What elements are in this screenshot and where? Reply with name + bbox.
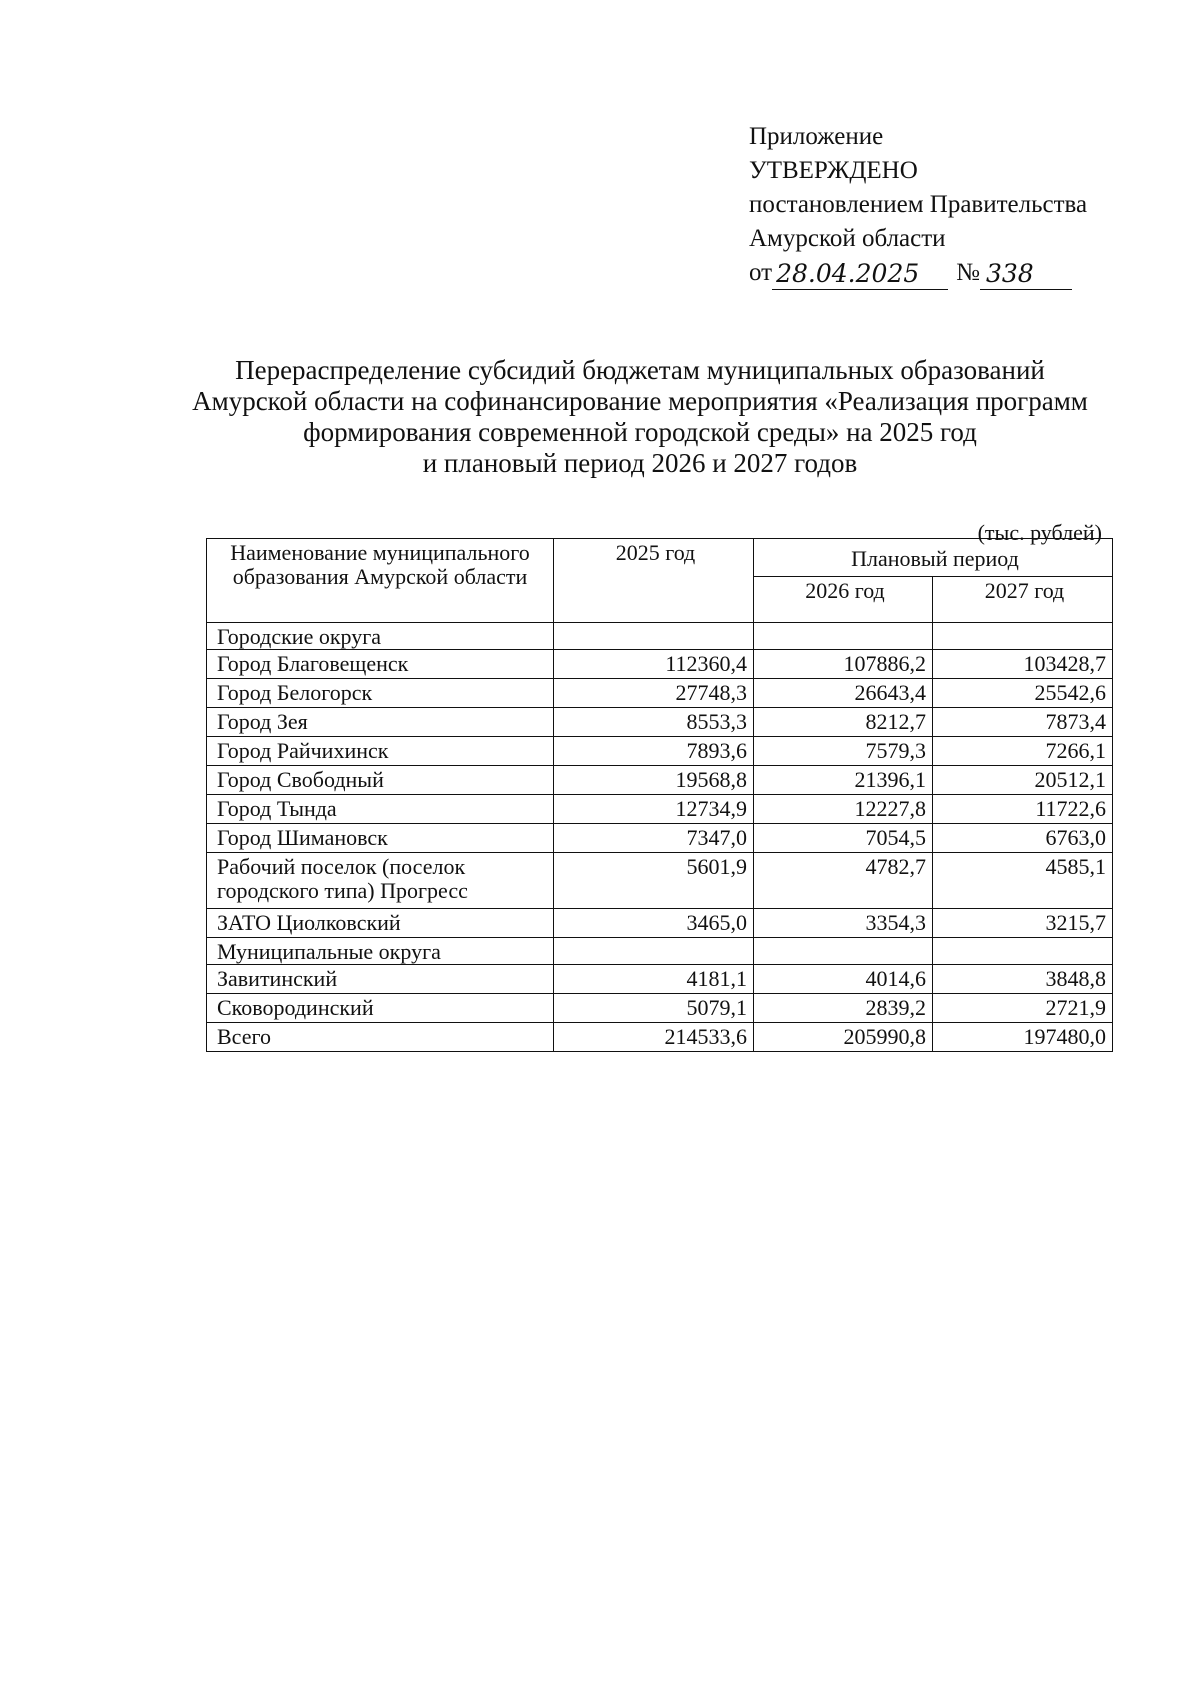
header-row-1: [207, 539, 1113, 577]
total-row: [207, 1023, 1113, 1052]
group-label: Муниципальные округа: [207, 938, 554, 965]
empty-cell: [933, 623, 1113, 650]
handwritten-date: 28.04.2025: [772, 259, 948, 290]
value-2027: 3215,7: [933, 909, 1113, 938]
value-2025: 12734,9: [554, 795, 754, 824]
value-2027: 2721,9: [933, 994, 1113, 1023]
value-2027: 25542,6: [933, 679, 1113, 708]
table-row: [207, 909, 1113, 938]
value-2025: 7347,0: [554, 824, 754, 853]
value-2026: 7054,5: [754, 824, 933, 853]
value-2025: 5601,9: [554, 853, 754, 909]
table-row: [207, 650, 1113, 679]
value-2025: 214533,6: [554, 1023, 754, 1052]
municipality-name: Завитинский: [207, 965, 554, 994]
appendix-label: Приложение: [749, 123, 884, 150]
empty-cell: [754, 623, 933, 650]
value-2026: 4782,7: [754, 853, 933, 909]
municipality-name: Город Шимановск: [207, 824, 554, 853]
value-2026: 12227,8: [754, 795, 933, 824]
value-2027: 103428,7: [933, 650, 1113, 679]
value-2025: 4181,1: [554, 965, 754, 994]
value-2026: 3354,3: [754, 909, 933, 938]
header-planned-period: Плановый период: [754, 539, 1113, 577]
approved-label: УТВЕРЖДЕНО: [749, 157, 918, 184]
value-2025: 19568,8: [554, 766, 754, 795]
group-row-urban: [207, 623, 1113, 650]
group-row-municipal: [207, 938, 1113, 965]
municipality-name: ЗАТО Циолковский: [207, 909, 554, 938]
municipality-name: Рабочий поселок (поселок городского типа) Прогресс: [207, 853, 554, 909]
title-line-1: Перераспределение субсидий бюджетам муниципальных образований: [235, 355, 1045, 385]
table-row: [207, 824, 1113, 853]
value-2026: 205990,8: [754, 1023, 933, 1052]
region-label: Амурской области: [749, 225, 946, 252]
value-2025: 3465,0: [554, 909, 754, 938]
value-2025: 112360,4: [554, 650, 754, 679]
header-2026: 2026 год: [754, 577, 933, 623]
title-line-2: Амурской области на софинансирование мероприятия «Реализация программ: [192, 386, 1088, 416]
table-row: [207, 766, 1113, 795]
table-row: [207, 853, 1113, 909]
value-2027: 197480,0: [933, 1023, 1113, 1052]
resolution-label: постановлением Правительства: [749, 191, 1088, 218]
table-row: [207, 737, 1113, 766]
table-row: [207, 965, 1113, 994]
empty-cell: [754, 938, 933, 965]
value-2025: 8553,3: [554, 708, 754, 737]
header-2027: 2027 год: [933, 577, 1113, 623]
municipality-name: Город Тында: [207, 795, 554, 824]
handwritten-number: 338: [980, 259, 1072, 290]
table-row: [207, 679, 1113, 708]
value-2027: 3848,8: [933, 965, 1113, 994]
value-2026: 4014,6: [754, 965, 933, 994]
table-row: [207, 795, 1113, 824]
title-line-3: формирования современной городской среды» на 2025 год: [303, 417, 977, 447]
document-title: [160, 355, 1120, 479]
empty-cell: [554, 938, 754, 965]
value-2025: 5079,1: [554, 994, 754, 1023]
value-2025: 27748,3: [554, 679, 754, 708]
approval-block: [749, 120, 1087, 290]
unit-note: (тыс. рублей): [977, 520, 1102, 545]
number-sign: №: [956, 259, 980, 286]
value-2025: 7893,6: [554, 737, 754, 766]
header-name: Наименование муниципального образования Амурской области: [207, 539, 554, 623]
subsidy-table: [206, 538, 1113, 1052]
value-2027: 11722,6: [933, 795, 1113, 824]
empty-cell: [554, 623, 754, 650]
value-2026: 8212,7: [754, 708, 933, 737]
value-2027: 7266,1: [933, 737, 1113, 766]
date-number-line: [749, 256, 1087, 290]
municipality-name: Город Свободный: [207, 766, 554, 795]
title-line-4: и плановый период 2026 и 2027 годов: [422, 448, 858, 478]
table-row: [207, 994, 1113, 1023]
municipality-name: Сковородинский: [207, 994, 554, 1023]
value-2027: 20512,1: [933, 766, 1113, 795]
municipality-name: Всего: [207, 1023, 554, 1052]
value-2026: 21396,1: [754, 766, 933, 795]
value-2026: 7579,3: [754, 737, 933, 766]
municipality-name: Город Райчихинск: [207, 737, 554, 766]
value-2027: 6763,0: [933, 824, 1113, 853]
group-label: Городские округа: [207, 623, 554, 650]
value-2026: 2839,2: [754, 994, 933, 1023]
empty-cell: [933, 938, 1113, 965]
value-2026: 107886,2: [754, 650, 933, 679]
header-2025: 2025 год: [554, 539, 754, 623]
value-2027: 7873,4: [933, 708, 1113, 737]
municipality-name: Город Зея: [207, 708, 554, 737]
value-2026: 26643,4: [754, 679, 933, 708]
from-prefix: от: [749, 259, 773, 286]
value-2027: 4585,1: [933, 853, 1113, 909]
table-row: [207, 708, 1113, 737]
municipality-name: Город Белогорск: [207, 679, 554, 708]
municipality-name: Город Благовещенск: [207, 650, 554, 679]
